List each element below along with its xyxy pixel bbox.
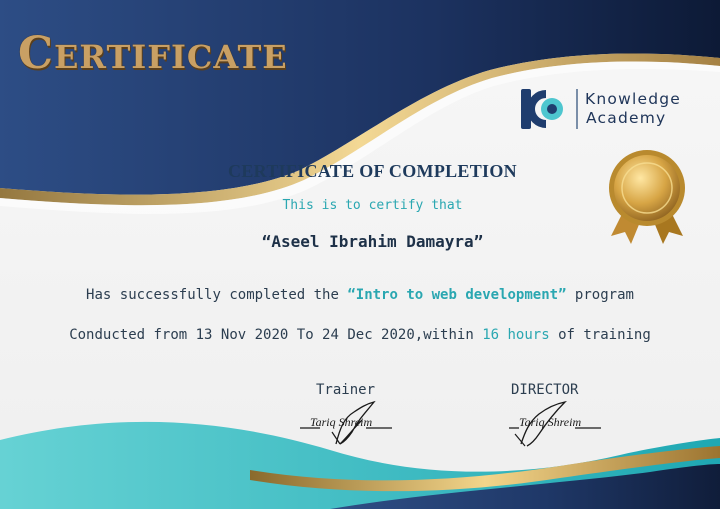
header-title-initial: C — [18, 28, 55, 79]
program-name: “Intro to web development” — [347, 287, 567, 303]
knowledge-academy-logo — [518, 86, 681, 132]
completion-prefix: Has successfully completed the — [86, 287, 348, 303]
logo-line-2: Academy — [586, 109, 667, 127]
header-title-rest: ERTIFICATE — [54, 38, 288, 76]
director-label: DIRECTOR — [511, 382, 579, 398]
trainer-signature-text: Tariq Shreim — [310, 415, 373, 429]
trainer-label: Trainer — [316, 382, 376, 398]
logo-divider — [576, 89, 578, 129]
certificate-heading: CERTIFICATE OF COMPLETION — [228, 161, 517, 181]
recipient-name: “Aseel Ibrahim Damayra” — [261, 232, 484, 251]
certificate-header-title — [18, 28, 288, 79]
training-hours: 16 hours — [482, 327, 550, 343]
director-signature-text: Tariq Shreim — [519, 415, 582, 429]
conducted-prefix: Conducted from 13 Nov 2020 To 24 Dec 2020,within — [69, 327, 483, 343]
trainer-signature — [296, 398, 396, 448]
completion-statement — [0, 287, 720, 303]
director-signature — [505, 398, 605, 448]
conducted-suffix: of training — [549, 327, 651, 343]
conducted-statement — [0, 327, 720, 343]
completion-suffix: program — [566, 287, 634, 303]
logo-text — [585, 90, 681, 128]
logo-line-1: Knowledge — [585, 90, 682, 108]
knowledge-academy-logo-icon — [518, 86, 572, 132]
certify-text: This is to certify that — [282, 198, 463, 213]
